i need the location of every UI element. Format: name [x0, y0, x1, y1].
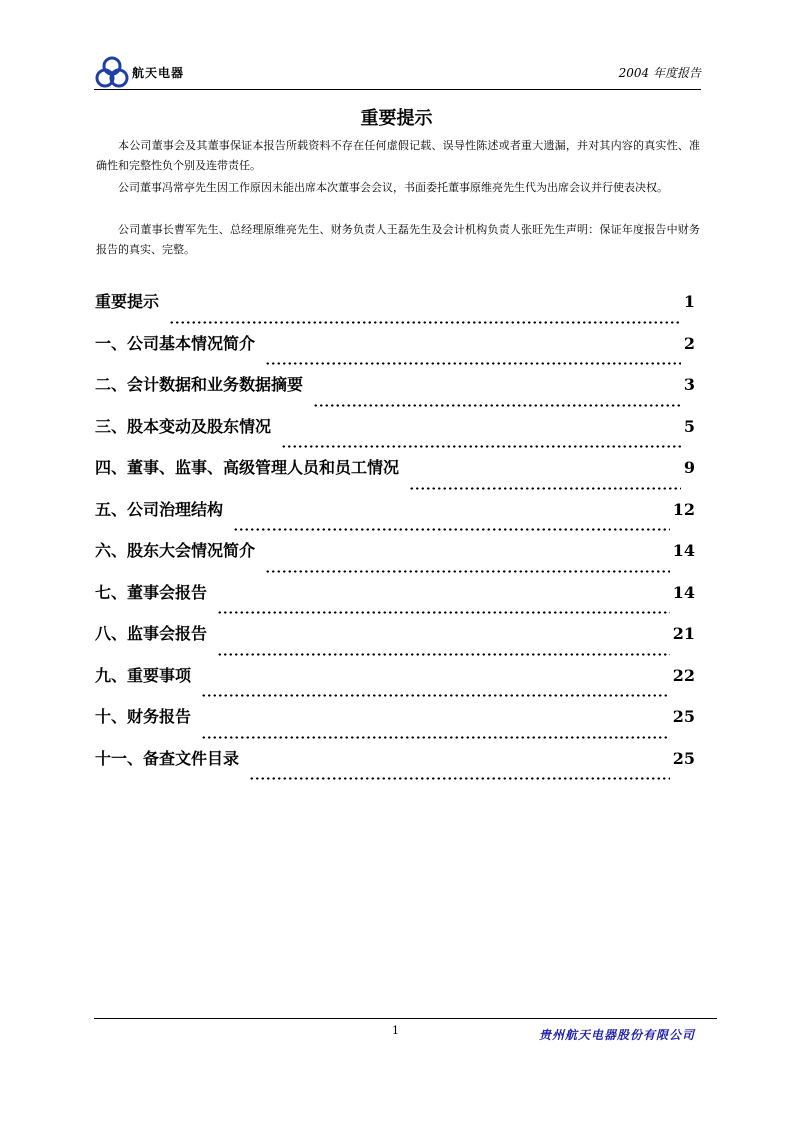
header-divider: [94, 89, 701, 90]
page-number: 1: [392, 1024, 399, 1037]
toc-leader-dots: [169, 311, 681, 325]
report-year: 2004 年度报告: [618, 66, 701, 80]
toc-leader-dots: [217, 601, 670, 615]
notice-paragraph: 公司董事长曹军先生、总经理原维亮先生、财务负责人王磊先生及会计机构负责人张旺先生声明：保证年度报告中财务报告的真实、完整。: [96, 223, 700, 256]
toc-entry-page: 22: [672, 665, 695, 685]
company-name: 贵州航天电器股份有限公司: [538, 1028, 695, 1042]
toc-entry[interactable]: [95, 414, 695, 456]
toc-entry-label: 二、会计数据和业务数据摘要: [95, 375, 304, 394]
company-logo-icon: [94, 56, 130, 88]
toc-leader-dots: [249, 767, 670, 781]
toc-entry[interactable]: [95, 746, 695, 788]
toc-entry-page: 9: [683, 458, 695, 477]
footer-divider: [94, 1018, 717, 1019]
toc-entry[interactable]: [95, 455, 695, 497]
toc-leader-dots: [233, 518, 670, 532]
toc-entry-page: 25: [672, 707, 695, 726]
toc-entry-page: 3: [683, 375, 695, 394]
page-header: [94, 52, 701, 90]
toc-entry-page: 5: [683, 416, 695, 436]
toc-entry[interactable]: [95, 497, 695, 539]
toc-entry-label: 八、监事会报告: [95, 624, 208, 643]
toc-entry-page: 12: [672, 499, 695, 519]
toc-entry-label: 七、董事会报告: [95, 582, 208, 602]
toc-entry-label: 五、公司治理结构: [95, 499, 224, 519]
logo-text: 航天电器: [132, 66, 185, 80]
toc-entry-label: 一、公司基本情况简介: [95, 333, 256, 353]
toc-leader-dots: [265, 352, 681, 366]
toc-entry-page: 14: [672, 582, 695, 602]
toc-entry-label: 十、财务报告: [95, 707, 192, 726]
toc-entry-label: 十一、备查文件目录: [95, 748, 240, 768]
toc-leader-dots: [201, 684, 670, 698]
toc-leader-dots: [265, 560, 670, 574]
toc-entry[interactable]: [95, 538, 695, 580]
toc-leader-dots: [281, 435, 681, 449]
toc-entry-label: 九、重要事项: [95, 665, 192, 685]
toc-leader-dots: [313, 394, 681, 408]
toc-entry-label: 六、股东大会情况简介: [95, 541, 256, 560]
toc-entry-label: 重要提示: [95, 292, 160, 311]
toc-entry[interactable]: [95, 331, 695, 373]
toc-entry-page: 1: [683, 292, 695, 311]
notice-paragraph: 本公司董事会及其董事保证本报告所载资料不存在任何虚假记载、误导性陈述或者重大遗漏，并对其内容的真实性、准确性和完整性负个别及连带责任。: [96, 139, 700, 172]
toc-leader-dots: [201, 726, 670, 740]
toc-entry[interactable]: [95, 372, 695, 414]
notice-paragraph: 公司董事冯常亭先生因工作原因未能出席本次董事会会议，书面委托董事原维亮先生代为出席会议并行使表决权。: [118, 181, 668, 194]
toc-entry[interactable]: [95, 289, 695, 331]
toc-entry-page: 14: [672, 541, 695, 560]
toc-entry-label: 四、董事、监事、高级管理人员和员工情况: [95, 458, 400, 477]
toc-entry[interactable]: [95, 704, 695, 746]
toc-entry-page: 25: [672, 748, 695, 768]
toc-entry-page: 2: [683, 333, 695, 353]
toc-entry-page: 21: [672, 624, 695, 643]
table-of-contents: [95, 289, 695, 787]
toc-entry[interactable]: [95, 621, 695, 663]
toc-entry[interactable]: [95, 663, 695, 705]
toc-entry-label: 三、股本变动及股东情况: [95, 416, 272, 436]
toc-entry[interactable]: [95, 580, 695, 622]
toc-leader-dots: [217, 643, 670, 657]
page-title: 重要提示: [360, 108, 433, 129]
toc-leader-dots: [409, 477, 681, 491]
